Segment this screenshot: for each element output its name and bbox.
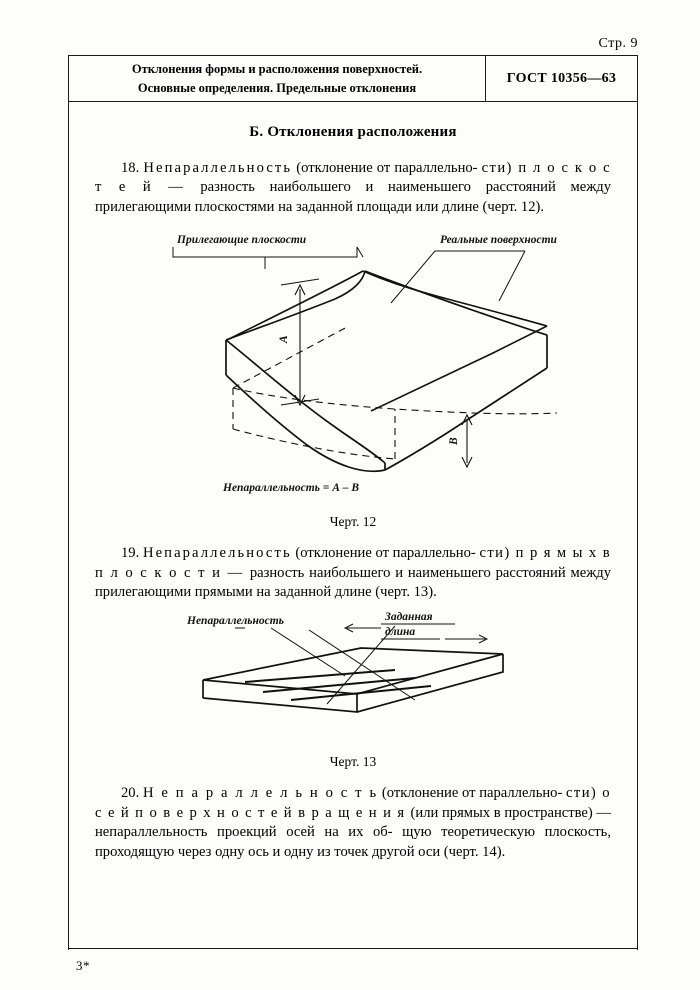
- footer-signature-mark: 3*: [76, 958, 90, 973]
- paragraph-20-line5: одну из точек другой оси (черт. 14).: [284, 843, 506, 860]
- paragraph-20-number: 20.: [121, 785, 140, 802]
- paragraph-19-line3: наименьшего расстояний между прилегающими прямыми на: [95, 564, 612, 601]
- header-standard-block: [485, 56, 637, 101]
- paragraph-19-term: Непараллельность: [142, 545, 292, 562]
- figure-13: [95, 608, 611, 748]
- paragraph-20-line4: щую теоретическую плоскость, проходящую через одну ось и: [95, 824, 611, 860]
- paragraph-20-line2-spaced: сти) о с е й п о в е р х н о с т е й в р а щ е н и я: [95, 785, 611, 821]
- header-title-line-2: Основные определения. Предельные отклонения: [137, 80, 417, 95]
- section-title: Б. Отклонения расположения: [249, 124, 457, 140]
- figure-13-label-left: Непараллельность: [187, 615, 284, 628]
- page-header: [69, 56, 637, 102]
- paragraph-18-number: 18.: [121, 160, 140, 176]
- paragraph-18-line4: площади или длине (черт. 12).: [356, 198, 545, 215]
- paragraph-18-run2: (отклонение от параллельно-: [296, 160, 478, 176]
- content-frame-bottom-border: [68, 948, 638, 949]
- figure-12-formula: Непараллельность = А – В: [223, 482, 360, 495]
- paragraph-18-line2-rest: разность наибольшего и наименьшего: [200, 179, 471, 196]
- figure-12-slab: [226, 271, 547, 471]
- paragraph-20-line2-rest: (или прямых в: [410, 804, 501, 821]
- page-number: Стр. 9: [598, 36, 638, 51]
- paragraph-19-line4: заданной длине (черт. 13).: [274, 584, 437, 601]
- figure-12-label-left: Прилегающие плоскости: [177, 234, 307, 247]
- figure-13-label-right-line1: Заданная: [385, 611, 433, 624]
- figure-13-label-right-line2: длина: [385, 626, 416, 639]
- figure-12: [95, 223, 611, 508]
- paragraph-18-line2-spaced: сти) п л о с к о с т е й —: [95, 160, 611, 196]
- header-title-line-1: Отклонения формы и расположения поверхностей.: [131, 62, 423, 77]
- paragraph-19-number: 19.: [121, 545, 140, 562]
- figure-12-dim-a-label: А: [278, 335, 290, 344]
- figure-13-drawing: [95, 608, 613, 748]
- header-title-block: [69, 56, 485, 101]
- figure-12-drawing: [95, 223, 613, 508]
- page-content: [69, 102, 637, 868]
- figure-12-solid-body: [227, 271, 547, 411]
- figure-12-dim-b-label: В: [448, 437, 460, 446]
- figure-12-label-right: Реальные поверхности: [440, 234, 557, 247]
- paragraph-19: [95, 544, 611, 602]
- figure-13-scribed-lines: [245, 670, 431, 700]
- paragraph-20: [95, 784, 611, 862]
- figure-12-leaders-right: [391, 251, 525, 303]
- standard-number: ГОСТ 10356—63: [506, 70, 617, 86]
- figure-12-leaders-left: [173, 247, 363, 269]
- paragraph-19-line2-spaced: сти) п р я м ы х в п л о с к о с т и —: [95, 545, 611, 581]
- paragraph-18-line3: расстояний между прилегающими плоскостями на заданной: [95, 179, 612, 215]
- paragraph-18: [95, 159, 611, 217]
- paragraph-20-term: Н е п а р а л л е л ь н о с т ь: [142, 785, 379, 802]
- paragraph-18-term: Непараллельность: [143, 160, 293, 176]
- figure-12-dimension-b: [462, 415, 472, 467]
- paragraph-20-line3: пространстве) — непараллельность проекций осей на их об-: [95, 804, 612, 841]
- content-frame: [68, 55, 638, 950]
- paragraph-19-run2: (отклонение от параллельно-: [295, 545, 476, 562]
- figure-13-plate: [203, 648, 503, 712]
- paragraph-20-run2: (отклонение от параллельно-: [381, 785, 563, 802]
- paragraph-19-line2-rest: разность наибольшего и: [249, 564, 403, 581]
- figure-13-caption: Черт. 13: [329, 754, 377, 770]
- figure-12-caption: Черт. 12: [329, 514, 377, 530]
